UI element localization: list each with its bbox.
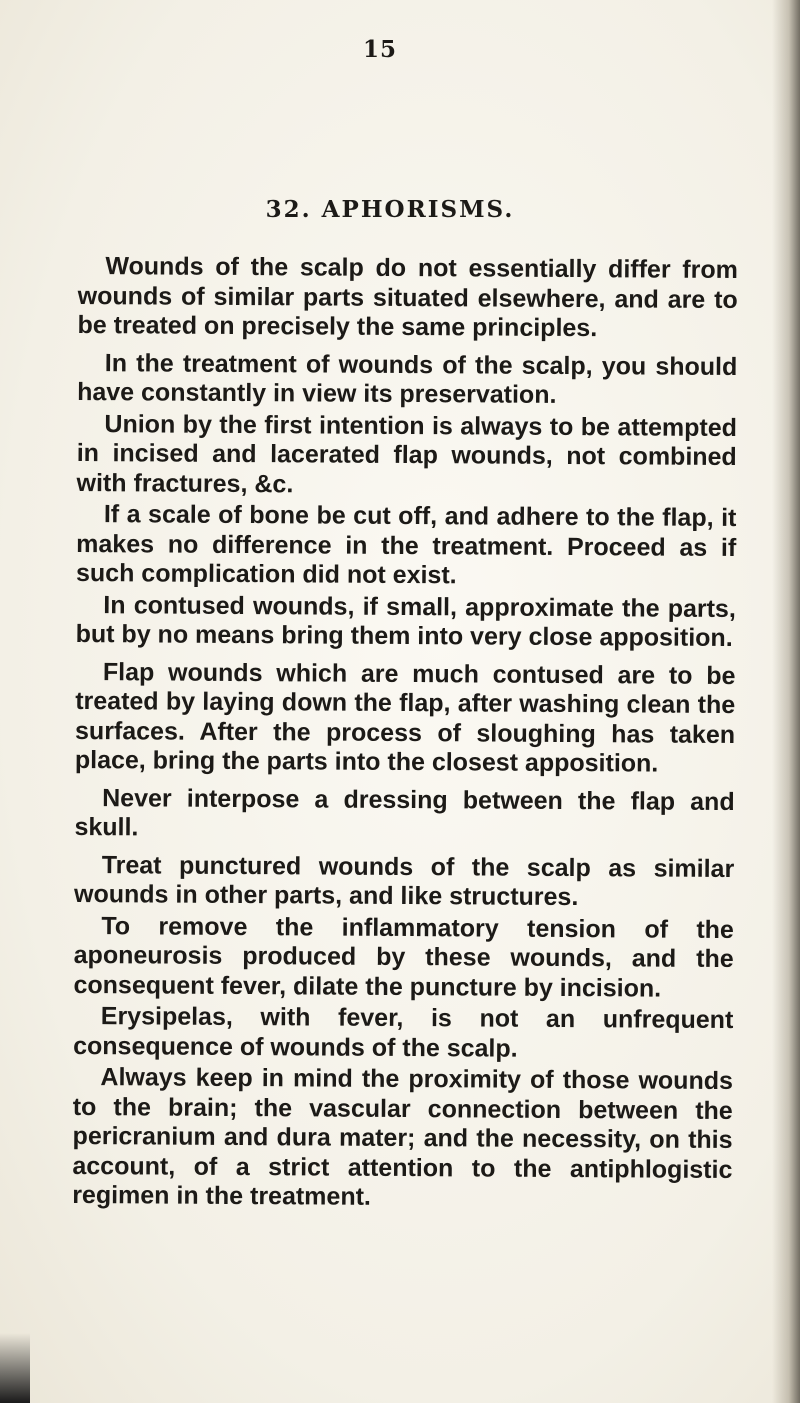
paragraph: Erysipelas, with fever, is not an unfrequent consequence of wounds of the scalp. (73, 1002, 734, 1063)
section-heading: 32. APHORISMS. (265, 196, 515, 223)
paragraph: Never interpose a dressing between the flap and skull. (74, 783, 735, 842)
paragraph: Flap wounds which are much contused are to be treated by laying down the flap, after washing clean the surfaces. After the process of sloughing has taken place, bring the parts into the closest apposition. (74, 657, 736, 778)
paragraph: Always keep in mind the proximity of those wounds to the brain; the vascular connection between the pericranium and dura mater; and the necessity, on this account, of a strict attention to the antiphlogistic regimen in the treatment. (72, 1063, 734, 1211)
paragraph: Treat punctured wounds of the scalp as similar wounds in other parts, and like structures. (73, 850, 735, 912)
paragraph: To remove the inflammatory tension of the aponeurosis produced by these wounds, and the consequent fever, dilate the puncture by incision. (73, 911, 734, 1003)
paragraph: Wounds of the scalp do not essentially differ from wounds of similar parts situated elsewhere, and are to be treated on precisely the same principles. (77, 252, 738, 343)
paragraph: Union by the first intention is always to be attempted in incised and lacerated flap wounds, not combined with fractures, &c. (76, 409, 738, 498)
body-text (72, 252, 738, 1223)
page-edge-shadow (772, 0, 800, 1403)
page-number: 15 (362, 36, 397, 63)
paragraph: In the treatment of wounds of the scalp, you should have constantly in view its preservation. (77, 348, 738, 409)
paragraph: In contused wounds, if small, approximate the parts, but by no means bring them into very close apposition. (75, 590, 736, 653)
corner-shadow (0, 1333, 30, 1403)
paragraph: If a scale of bone be cut off, and adhere to the flap, it makes no difference in the treatment. Proceed as if such complication did not exist. (75, 500, 737, 590)
